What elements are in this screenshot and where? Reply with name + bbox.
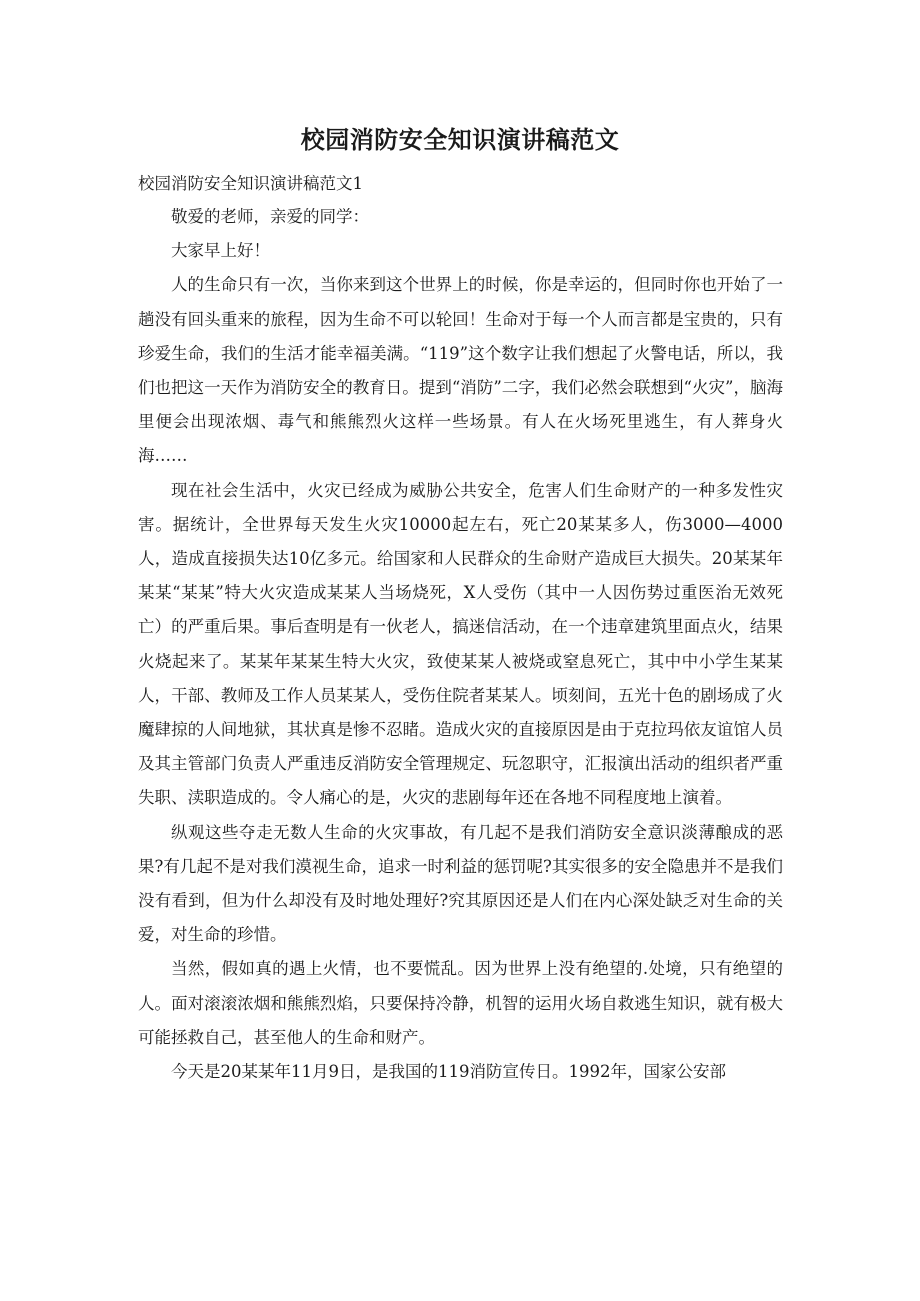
- paragraph-greeting: 大家早上好！: [171, 241, 270, 261]
- document-title: 校园消防安全知识演讲稿范文: [300, 126, 620, 154]
- paragraph-fire-hazard: 现在社会生活中，火灾已经成为威胁公共安全，危害人们生命财产的一种多发性灾害。据统计，全世界每天发生火灾10000起左右，死亡20某某多人，伤3000—4000人，造成直接损失达10亿多元。给国家和人民群众的生命财产造成巨大损失。20某某年某某“某某”特大火灾造成某某人当场烧死，X人受伤（其中一人因伤势过重医治无效死亡）的严重后果。事后查明是有一伙老人，搞迷信活动，在一个违章建筑里面点火，结果火烧起来了。某某年某某生特大火灾，致使某某人被烧或窒息死亡，其中中小学生某某人，干部、教师及工作人员某某人，受伤住院者某某人。顷刻间，五光十色的剧场成了火魔肆掠的人间地狱，其状真是惨不忍睹。造成火灾的直接原因是由于克拉玛依友谊馆人员及其主管部门负责人严重违反消防安全管理规定、玩忽职守，汇报演出活动的组织者严重失职、渎职造成的。令人痛心的是，火灾的悲剧每年还在各地不同程度地上演着。: [138, 480, 783, 808]
- paragraph-salutation: 敬爱的老师，亲爱的同学：: [171, 207, 369, 226]
- paragraph-fire-day: 今天是20某某年11月9日，是我国的119消防宣传日。1992年，国家公安部: [171, 1062, 726, 1082]
- document-subtitle: 校园消防安全知识演讲稿范文1: [138, 174, 363, 193]
- document-body: [138, 200, 783, 1089]
- paragraph-self-rescue: 当然，假如真的遇上火情，也不要慌乱。因为世界上没有绝望的.处境，只有绝望的人。面对滚滚浓烟和熊熊烈焰，只要保持冷静，机智的运用火场自救逃生知识，就有极大可能拯救自己，甚至他人的生命和财产。: [138, 959, 783, 1047]
- paragraph-reflection: 纵观这些夺走无数人生命的火灾事故，有几起不是我们消防安全意识淡薄酿成的恶果?有几起不是对我们漠视生命，追求一时利益的惩罚呢?其实很多的安全隐患并不是我们没有看到，但为什么却没有及时地处理好?究其原因还是人们在内心深处缺乏对生命的关爱，对生命的珍惜。: [138, 822, 783, 945]
- paragraph-life: 人的生命只有一次，当你来到这个世界上的时候，你是幸运的，但同时你也开始了一趟没有回头重来的旅程，因为生命不可以轮回！生命对于每一个人而言都是宝贵的，只有珍爱生命，我们的生活才能幸福美满。“119”这个数字让我们想起了火警电话，所以，我们也把这一天作为消防安全的教育日。提到“消防”二字，我们必然会联想到“火灾”，脑海里便会出现浓烟、毒气和熊熊烈火这样一些场景。有人在火场死里逃生，有人葬身火海……: [138, 275, 783, 466]
